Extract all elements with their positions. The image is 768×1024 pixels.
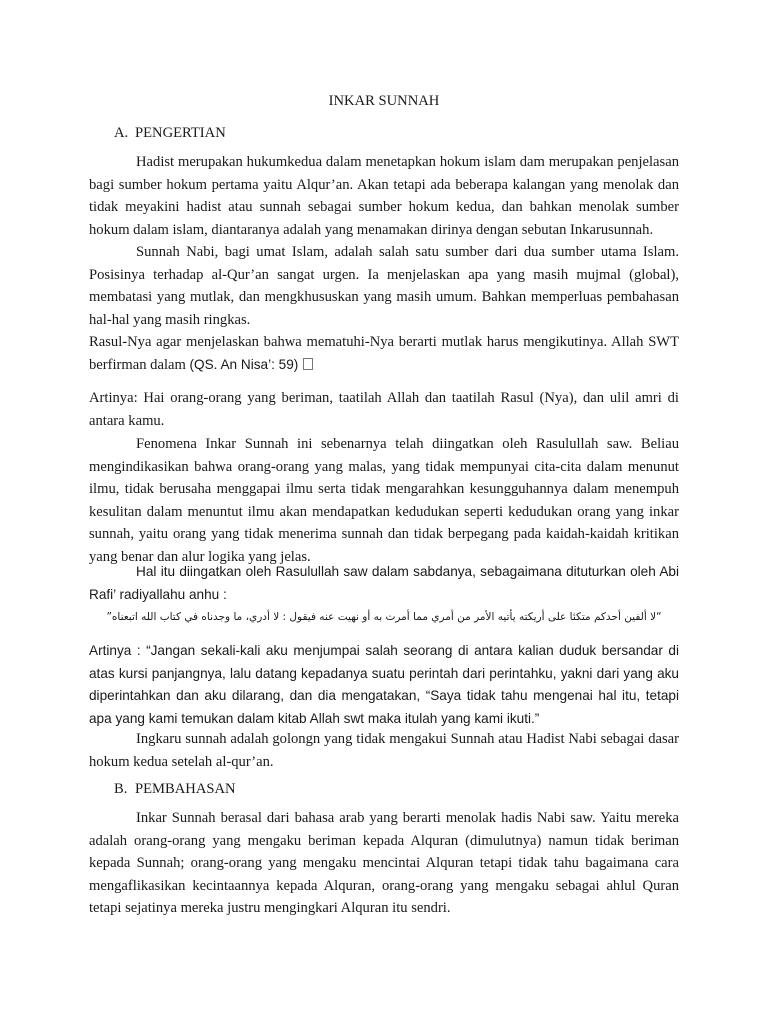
paragraph-3-text: Rasul-Nya agar menjelaskan bahwa mematuhi-Nya berarti mutlak harus mengikutinya. Allah SWT berfirman dalam <box>89 334 679 373</box>
paragraph-1: Hadist merupakan hukumkedua dalam menetapkan hokum islam dam merupakan penjelasan bagi sumber hokum pertama yaitu Alqur’an. Akan tetapi ada beberapa kalangan yang menolak dan tidak meyakini hadist atau sunnah sebagai sumber hokum kedua, dan bahkan menolak sumber hokum dalam islam, diantaranya adalah yang menamakan dirinya dengan sebutan Inkarusunnah. <box>89 154 679 238</box>
quran-reference: (QS. An Nisa’: 59) <box>189 356 299 372</box>
section-heading-pembahasan <box>114 778 236 801</box>
section-letter: A. <box>114 125 129 141</box>
section-label: PEMBAHASAN <box>135 781 236 797</box>
paragraph-9: Inkar Sunnah berasal dari bahasa arab yang berarti menolak hadis Nabi saw. Yaitu mereka adalah orang-orang yang mengaku beriman kepada Alquran (dimulutnya) namun tidak beriman kepada Sunnah; orang-orang yang mengaku mencintai Alquran tetapi tidak tahu bagaimana cara mengaflikasikan kecintaannya kepada Alquran, orang-orang yang mengaku sebagai ahlul Quran tetapi sejatinya mereka justru mengingkari Alquran itu sendri. <box>89 810 679 917</box>
paragraph-5: Fenomena Inkar Sunnah ini sebenarnya telah diingatkan oleh Rasulullah saw. Beliau mengindikasikan bahwa orang-orang yang malas, yang tidak mempunyai cita-cita dalam menunut ilmu, tidak berusaha menggapai ilmu serta tidak mengarahkan kesungguhannya dalam menempuh kesulitan dalam menuntut ilmu akan mendapatkan kedudukan seperti kedudukan orang yang inkar sunnah, yaitu orang yang tidak menerima sunnah dan tidak berpegang pada kaidah-kaidah kritikan yang benar dan alur logika yang jelas. <box>89 436 679 565</box>
missing-glyph-box <box>303 358 313 370</box>
section-letter: B. <box>114 781 128 797</box>
paragraph-2: Sunnah Nabi, bagi umat Islam, adalah salah satu sumber dari dua sumber utama Islam. Posisinya terhadap al-Qur’an sangat urgen. Ia menjelaskan apa yang masih mujmal (global), membatasi yang mutlak, dan mengkhususkan yang masih umum. Bahkan memperluas pembahasan hal-hal yang masih ringkas. <box>89 244 679 328</box>
section-label: PENGERTIAN <box>135 125 226 141</box>
arabic-hadith-quote: “لا ألفين أحدكم متكئا على أريكته يأتيه الأمر من أمري مما أمرت به أو نهيت عنه فيقول : لا أدري، ما وجدناه في كتاب الله اتبعناه” <box>106 611 662 623</box>
document-title: INKAR SUNNAH <box>328 93 440 109</box>
section-heading-pengertian <box>114 122 226 145</box>
paragraph-6: Hal itu diingatkan oleh Rasulullah saw dalam sabdanya, sebagaimana dituturkan oleh Abi Rafi’ radiyallahu anhu : <box>89 564 679 602</box>
paragraph-8: Ingkaru sunnah adalah golongn yang tidak mengakui Sunnah atau Hadist Nabi sebagai dasar hokum kedua setelah al-qur’an. <box>89 731 679 770</box>
paragraph-4: Artinya: Hai orang-orang yang beriman, taatilah Allah dan taatilah Rasul (Nya), dan ulil amri di antara kamu. <box>89 390 679 429</box>
paragraph-3 <box>89 331 679 376</box>
paragraph-7: Artinya : “Jangan sekali-kali aku menjumpai salah seorang di antara kalian duduk bersandar di atas kursi panjangnya, lalu datang kepadanya suatu perintah dari perintahku, yakni dari yang aku diperintahkan dan aku dilarang, dan dia mengatakan, “Saya tidak tahu mengenai hal itu, tetapi apa yang kami temukan dalam kitab Allah swt maka itulah yang kami ikuti.” <box>89 643 679 726</box>
